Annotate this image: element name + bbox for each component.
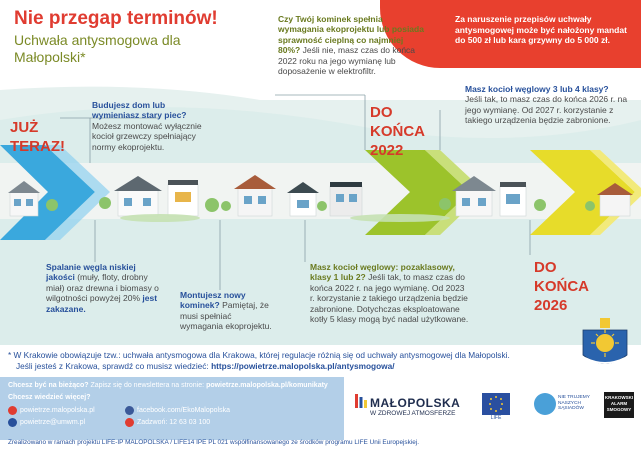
- web-link[interactable]: powietrze.malopolska.pl: [20, 407, 95, 414]
- funding-note: Zrealizowano w ramach projektu LIFE-IP MALOPOLSKA / LIFE14 IPE PL 021 współfinansowanego ze środków programu LIFE Unii Europejskiej.: [8, 439, 419, 446]
- new-fireplace-question: Montujesz nowy kominek?: [180, 290, 246, 311]
- phone-icon: [125, 418, 134, 427]
- krakow-note: [8, 350, 568, 372]
- fine-notice: Za naruszenie przepisów uchwały antysmogowej może być nałożony mandat do 500 zł lub kara grzywny do 5 000 zł.: [455, 14, 627, 45]
- new-fireplace-body: Pamiętaj, że musi spełniać wymagania ekoprojektu.: [180, 300, 272, 332]
- nie-trujemy-logo: NIE TRUJEMY NASZYCH SĄSIADÓW: [558, 395, 590, 411]
- coal12-question: Masz kocioł węglowy: pozaklasowy, klasy 1 lub 2?: [310, 262, 455, 283]
- coal34-body: Jeśli tak, to masz czas do końca 2026 r. na jego wymianę. Od 2027 r. korzystanie z takiego urządzenia będzie zabronione.: [465, 94, 628, 126]
- build-block: [92, 100, 207, 152]
- phone-number: Zadzwoń: 12 63 03 100: [137, 419, 211, 426]
- krakowski-alarm-logo: KRAKOWSKI ALARM SMOGOWY: [604, 392, 634, 418]
- fireplace-block: [278, 14, 426, 76]
- coal12-block: [310, 262, 470, 324]
- fireplace-question: Czy Twój kominek spełnia wymagania ekoprojektu lub posiada sprawność cieplną co najmniej 80%?: [278, 14, 424, 56]
- coal34-question: Masz kocioł węglowy 3 lub 4 klasy?: [465, 84, 609, 94]
- krakow-link[interactable]: https://powietrze.malopolska.pl/antysmogowa/: [211, 361, 395, 371]
- build-body: Możesz montować wyłącznie kocioł grzewczy spełniający normy ekoprojektu.: [92, 120, 202, 152]
- facebook-link[interactable]: facebook.com/EkoMalopolska: [137, 407, 230, 414]
- fireplace-body: Jeśli nie, masz czas do końca 2022 roku na jego wymianę lub doposażenie w elektrofiltr.: [278, 45, 416, 77]
- newsletter-text: Zapisz się do newslettera na stronie:: [90, 382, 205, 389]
- facebook-icon: [125, 406, 134, 415]
- eu-flag-icon: [482, 393, 510, 415]
- coal12-body: Jeśli tak, to masz czas do końca 2022 r. na jego wymianę. Od 2023 r. korzystanie z takiego urządzenia będzie zabronione. Dotychczas eksploatowane kotły 5 klasy mogą być nadal użytkowane.: [310, 272, 469, 325]
- email-link[interactable]: powietrze@umwm.pl: [20, 419, 86, 426]
- deadline-2022: DO KOŃCA 2022: [370, 104, 425, 159]
- facebook-contact[interactable]: [125, 406, 230, 415]
- newsletter-link[interactable]: powietrze.malopolska.pl/komunikaty: [206, 382, 328, 389]
- burning-emphasis: jest zakazane.: [46, 293, 158, 314]
- phone-contact[interactable]: [125, 418, 210, 427]
- malopolska-logo-icon: [355, 394, 367, 408]
- globe-icon: [8, 406, 17, 415]
- burning-block: [46, 262, 164, 314]
- krakow-note-line1: * W Krakowie obowiązuje tzw.: uchwała antysmogowa dla Krakowa, której regulacje różnią się od uchwały antysmogowej dla Małopolski.: [8, 350, 510, 360]
- nie-trujemy-icon: [534, 393, 556, 415]
- newsletter-row: [8, 381, 343, 390]
- web-contact[interactable]: [8, 406, 95, 415]
- life-logo: LIFE: [490, 415, 502, 421]
- malopolska-logo-text: MAŁOPOLSKA: [370, 396, 461, 410]
- build-question: Budujesz dom lub wymieniasz stary piec?: [92, 100, 187, 121]
- burning-question: Spalanie węgla niskiej jakości: [46, 262, 136, 283]
- deadline-2026: DO KOŃCA 2026: [534, 259, 589, 314]
- krakow-note-prefix: Jeśli jesteś z Krakowa, sprawdź co musisz wiedzieć:: [16, 361, 209, 371]
- malopolska-logo-subtitle: W ZDROWEJ ATMOSFERZE: [370, 410, 456, 417]
- burning-body: (muły, floty, drobny miał) oraz drewna i biomasy o wilgotności powyżej 20%: [46, 272, 159, 304]
- mail-icon: [8, 418, 17, 427]
- now-label: JUŻ TERAZ!: [10, 119, 65, 155]
- newsletter-prefix: Chcesz być na bieżąco?: [8, 382, 89, 389]
- page-title: Nie przegap terminów!: [14, 8, 218, 29]
- page-subtitle: Uchwała antysmogowa dla Małopolski*: [14, 32, 181, 65]
- coal34-block: [465, 84, 635, 126]
- email-contact[interactable]: [8, 418, 85, 427]
- more-info-label: Chcesz wiedzieć więcej?: [8, 394, 91, 401]
- new-fireplace-block: [180, 290, 272, 332]
